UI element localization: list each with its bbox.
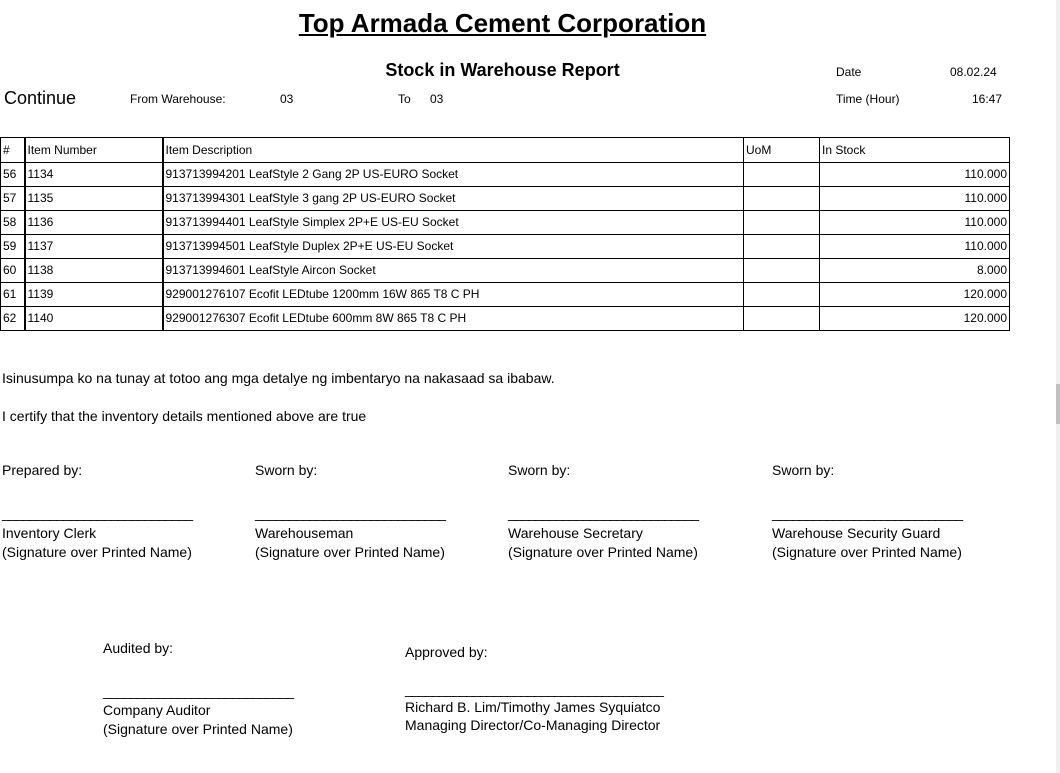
col-header-item-description: Item Description [163,138,744,163]
item-number: 1139 [25,283,163,307]
stock-table [0,137,1010,331]
signature-line: ____________________________ [103,683,294,699]
prepared-by-label: Prepared by: [2,462,83,478]
certification-filipino: Isinusumpa ko na tunay at totoo ang mga detalye ng imbentaryo na nakasaad sa ibabaw. [2,370,555,386]
in-stock: 110.000 [820,235,1010,259]
uom [744,307,820,331]
uom [744,211,820,235]
uom [744,235,820,259]
uom [744,283,820,307]
row-number: 62 [1,307,25,331]
table-row [1,163,1010,187]
uom [744,259,820,283]
from-warehouse-value: 03 [280,92,294,106]
item-number: 1137 [25,235,163,259]
sworn-by-label: Sworn by: [772,462,835,478]
col-header-number: # [1,138,25,163]
signature-line: ____________________________ [772,505,963,521]
signature-line: ____________________________ [508,505,699,521]
scrollbar-thumb[interactable] [1056,384,1060,424]
col-header-uom: UoM [744,138,820,163]
signatory-role: Warehouse Security Guard [772,525,941,541]
signatory-note: (Signature over Printed Name) [2,544,192,560]
signatory-role: Warehouseman [255,525,354,541]
col-header-in-stock: In Stock [820,138,1010,163]
row-number: 60 [1,259,25,283]
table-header-row [1,138,1010,163]
item-description: 929001276107 Ecofit LEDtube 1200mm 16W 865 T8 C PH [163,283,744,307]
in-stock: 110.000 [820,163,1010,187]
to-warehouse-label: To [398,92,411,106]
row-number: 59 [1,235,25,259]
item-description: 929001276307 Ecofit LEDtube 600mm 8W 865 T8 C PH [163,307,744,331]
in-stock: 8.000 [820,259,1010,283]
date-value: 08.02.24 [950,65,997,79]
continue-label: Continue [4,88,77,108]
signature-line: ____________________________ [255,505,446,521]
row-number: 58 [1,211,25,235]
sworn-by-label: Sworn by: [255,462,318,478]
item-description: 913713994601 LeafStyle Aircon Socket [163,259,744,283]
table-row [1,235,1010,259]
table-row [1,283,1010,307]
signatory-note: (Signature over Printed Name) [255,544,445,560]
auditor-role: Company Auditor [103,702,211,718]
signatory-note: (Signature over Printed Name) [772,544,962,560]
signature-line: ______________________________________ [405,681,663,697]
signature-line: ____________________________ [2,505,193,521]
item-number: 1136 [25,211,163,235]
date-label: Date [836,65,862,79]
item-description: 913713994201 LeafStyle 2 Gang 2P US-EURO Socket [163,163,744,187]
in-stock: 120.000 [820,307,1010,331]
table-row [1,187,1010,211]
approver-title: Managing Director/Co-Managing Director [405,717,661,733]
item-description: 913713994501 LeafStyle Duplex 2P+E US-EU Socket [163,235,744,259]
auditor-note: (Signature over Printed Name) [103,721,293,737]
signatory-note: (Signature over Printed Name) [508,544,698,560]
company-title: Top Armada Cement Corporation [298,8,707,38]
certification-english: I certify that the inventory details mentioned above are true [2,408,367,424]
in-stock: 110.000 [820,187,1010,211]
uom [744,163,820,187]
time-label: Time (Hour) [836,92,900,106]
item-description: 913713994401 LeafStyle Simplex 2P+E US-EU Socket [163,211,744,235]
row-number: 61 [1,283,25,307]
row-number: 57 [1,187,25,211]
signatory-role: Inventory Clerk [2,525,97,541]
item-number: 1135 [25,187,163,211]
signatory-role: Warehouse Secretary [508,525,643,541]
item-number: 1134 [25,163,163,187]
item-number: 1140 [25,307,163,331]
time-value: 16:47 [972,92,1003,106]
item-number: 1138 [25,259,163,283]
table-row [1,307,1010,331]
approved-by-label: Approved by: [405,644,488,660]
row-number: 56 [1,163,25,187]
sworn-by-label: Sworn by: [508,462,571,478]
to-warehouse-value: 03 [430,92,444,106]
table-row [1,259,1010,283]
in-stock: 120.000 [820,283,1010,307]
in-stock: 110.000 [820,211,1010,235]
uom [744,187,820,211]
item-description: 913713994301 LeafStyle 3 gang 2P US-EURO Socket [163,187,744,211]
report-title: Stock in Warehouse Report [385,60,620,80]
table-row [1,211,1010,235]
from-warehouse-label: From Warehouse: [130,92,226,106]
audited-by-label: Audited by: [103,640,174,656]
col-header-item-number: Item Number [25,138,163,163]
approver-name: Richard B. Lim/Timothy James Syquiatco [405,699,661,715]
